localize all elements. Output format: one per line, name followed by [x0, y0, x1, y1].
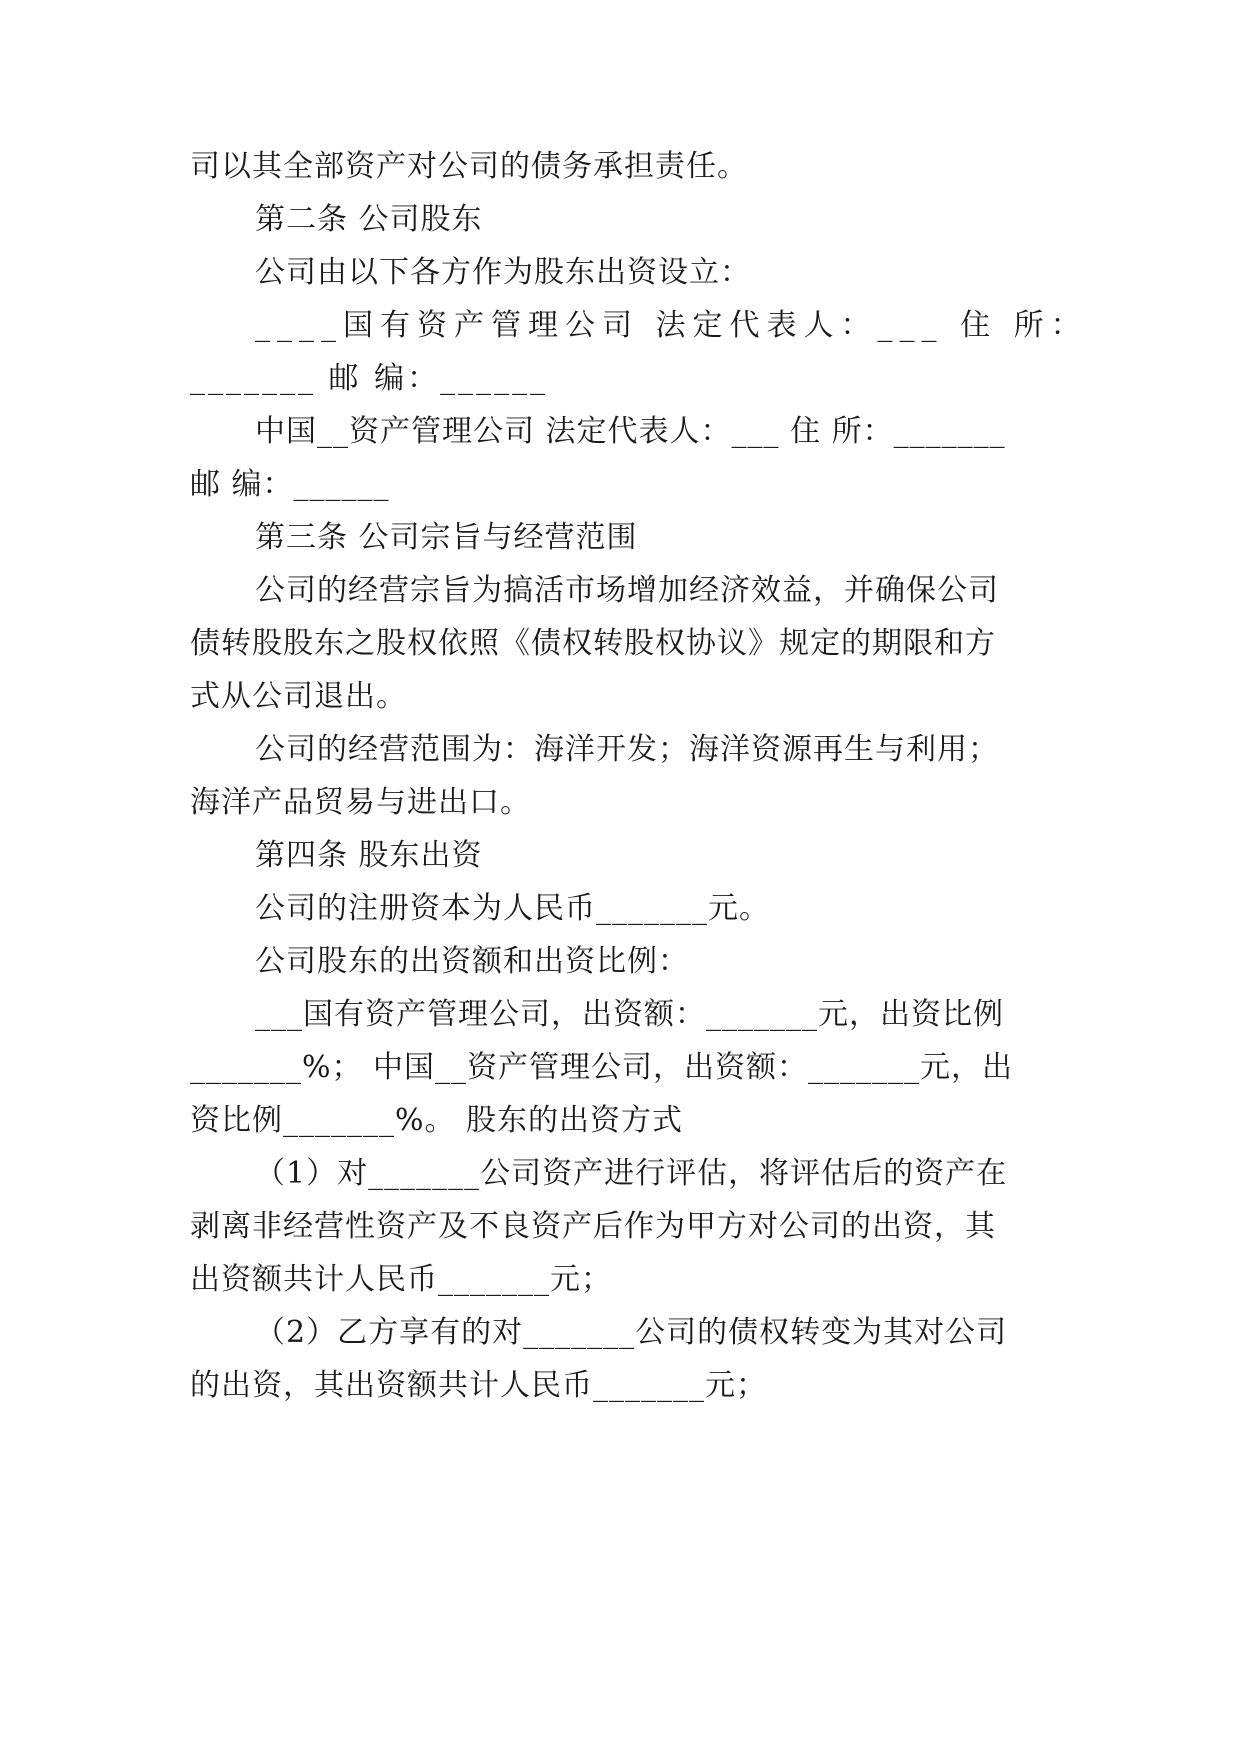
text-line-23: （2）乙方享有的对_______公司的债权转变为其对公司 [255, 1315, 1008, 1350]
text-line-6: 中国__资产管理公司 法定代表人：___ 住 所：_______ [255, 414, 1006, 449]
text-line-1: 司以其全部资产对公司的债务承担责任。 [190, 149, 748, 184]
text-line-12: 公司的经营范围为：海洋开发；海洋资源再生与利用； [255, 732, 999, 767]
article-4-heading: 第四条 股东出资 [255, 838, 483, 873]
text-line-3: 公司由以下各方作为股东出资设立： [255, 255, 751, 290]
text-line-15: 公司的注册资本为人民币_______元。 [255, 891, 770, 926]
article-2-heading: 第二条 公司股东 [255, 202, 483, 237]
text-line-7: 邮 编：______ [190, 467, 390, 502]
text-line-16: 公司股东的出资额和出资比例： [255, 944, 689, 979]
text-line-20: （1）对_______公司资产进行评估，将评估后的资产在 [255, 1156, 1008, 1191]
text-line-13: 海洋产品贸易与进出口。 [190, 785, 531, 820]
text-line-5: _______ 邮 编：______ [190, 361, 549, 396]
text-line-18: _______%； 中国__资产管理公司，出资额：_______元，出 [190, 1050, 1014, 1085]
text-line-17: ___国有资产管理公司，出资额：_______元，出资比例 [255, 997, 1004, 1032]
text-line-4: ____国有资产管理公司 法定代表人：___ 住 所： [255, 308, 1088, 343]
text-line-9: 公司的经营宗旨为搞活市场增加经济效益，并确保公司 [255, 573, 999, 608]
text-line-10: 债转股股东之股权依照《债权转股权协议》规定的期限和方 [190, 626, 996, 661]
text-line-24: 的出资，其出资额共计人民币_______元； [190, 1368, 767, 1403]
text-line-22: 出资额共计人民币_______元； [190, 1262, 612, 1297]
text-line-19: 资比例_______%。 股东的出资方式 [190, 1103, 684, 1138]
text-line-11: 式从公司退出。 [190, 679, 407, 714]
article-3-heading: 第三条 公司宗旨与经营范围 [255, 520, 638, 555]
text-line-21: 剥离非经营性资产及不良资产后作为甲方对公司的出资，其 [190, 1209, 996, 1244]
